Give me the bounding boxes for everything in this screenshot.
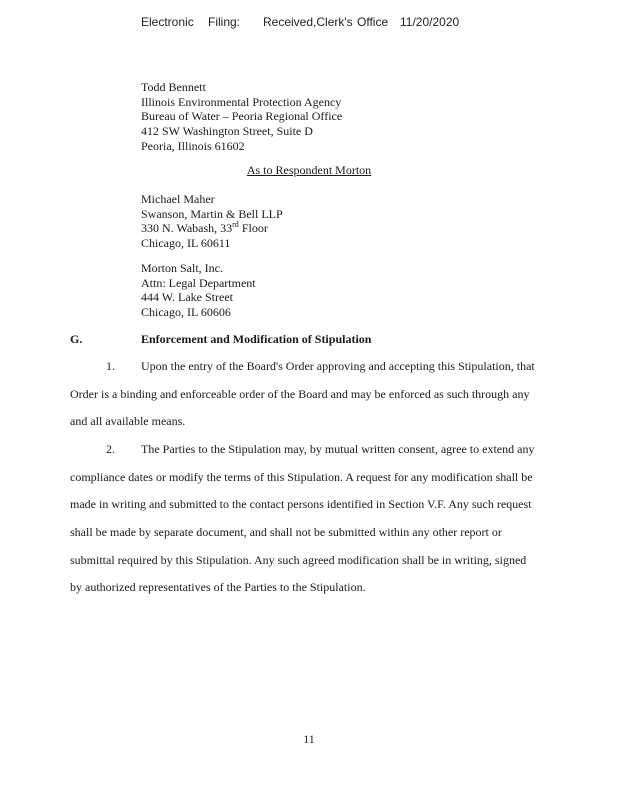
ordinal-suffix: rd	[232, 220, 239, 230]
contact-line: 444 W. Lake Street	[141, 290, 233, 305]
header-word-filing: Filing:	[208, 15, 241, 29]
paragraph-number: 2.	[106, 442, 115, 456]
contact-line: Chicago, IL 60606	[141, 305, 231, 320]
paragraph-line: The Parties to the Stipulation may, by mutual written consent, agree to extend any	[141, 442, 535, 456]
header-word-electronic: Electronic	[141, 15, 194, 29]
contact-line: Morton Salt, Inc.	[141, 261, 223, 275]
paragraph-line: shall be made by separate document, and shall not be submitted within any other report or	[70, 525, 502, 539]
contact-line: Illinois Environmental Protection Agency	[141, 94, 342, 109]
contact-line: Bureau of Water – Peoria Regional Office	[141, 109, 343, 124]
header-date: 11/20/2020	[400, 15, 460, 29]
paragraph-number: 1.	[106, 359, 115, 373]
contact-line-address	[141, 221, 283, 236]
header-word-office: Office	[357, 15, 389, 29]
address-floor: Floor	[238, 221, 268, 236]
page-number: 11	[303, 732, 315, 746]
paragraph-line: by authorized representatives of the Parties to the Stipulation.	[70, 580, 366, 594]
paragraph-line: made in writing and submitted to the contact persons identified in Section V.F. Any such request	[70, 497, 532, 511]
paragraph-line: submittal required by this Stipulation. Any such agreed modification shall be in writing, signed	[70, 553, 527, 567]
contact-line: 412 SW Washington Street, Suite D	[141, 124, 313, 139]
paragraph-line: Order is a binding and enforceable order of the Board and may be enforced as such through any	[70, 387, 530, 401]
header-word-received: Received,Clerk's	[263, 15, 353, 29]
contact-line: Chicago, IL 60611	[141, 236, 231, 251]
respondent-heading: As to Respondent Morton	[246, 163, 372, 177]
contact-line: Attn: Legal Department	[141, 275, 256, 290]
contact-block-iepa	[141, 80, 342, 154]
contact-block-counsel	[141, 192, 283, 251]
paragraph-line: Upon the entry of the Board's Order approving and accepting this Stipulation, that	[141, 359, 535, 373]
respondent-heading-row	[0, 163, 618, 178]
contact-line: Swanson, Martin & Bell LLP	[141, 206, 283, 221]
address-text: 330 N. Wabash, 33	[141, 221, 233, 236]
contact-block-morton	[141, 261, 256, 320]
paragraph-line: and all available means.	[70, 414, 186, 428]
contact-line: Todd Bennett	[141, 80, 206, 94]
contact-line: Peoria, Illinois 61602	[141, 138, 245, 153]
section-title: Enforcement and Modification of Stipulation	[141, 332, 372, 346]
section-letter: G.	[70, 332, 83, 346]
paragraph-line: compliance dates or modify the terms of this Stipulation. A request for any modification shall be	[70, 470, 533, 484]
contact-line: Michael Maher	[141, 192, 215, 206]
